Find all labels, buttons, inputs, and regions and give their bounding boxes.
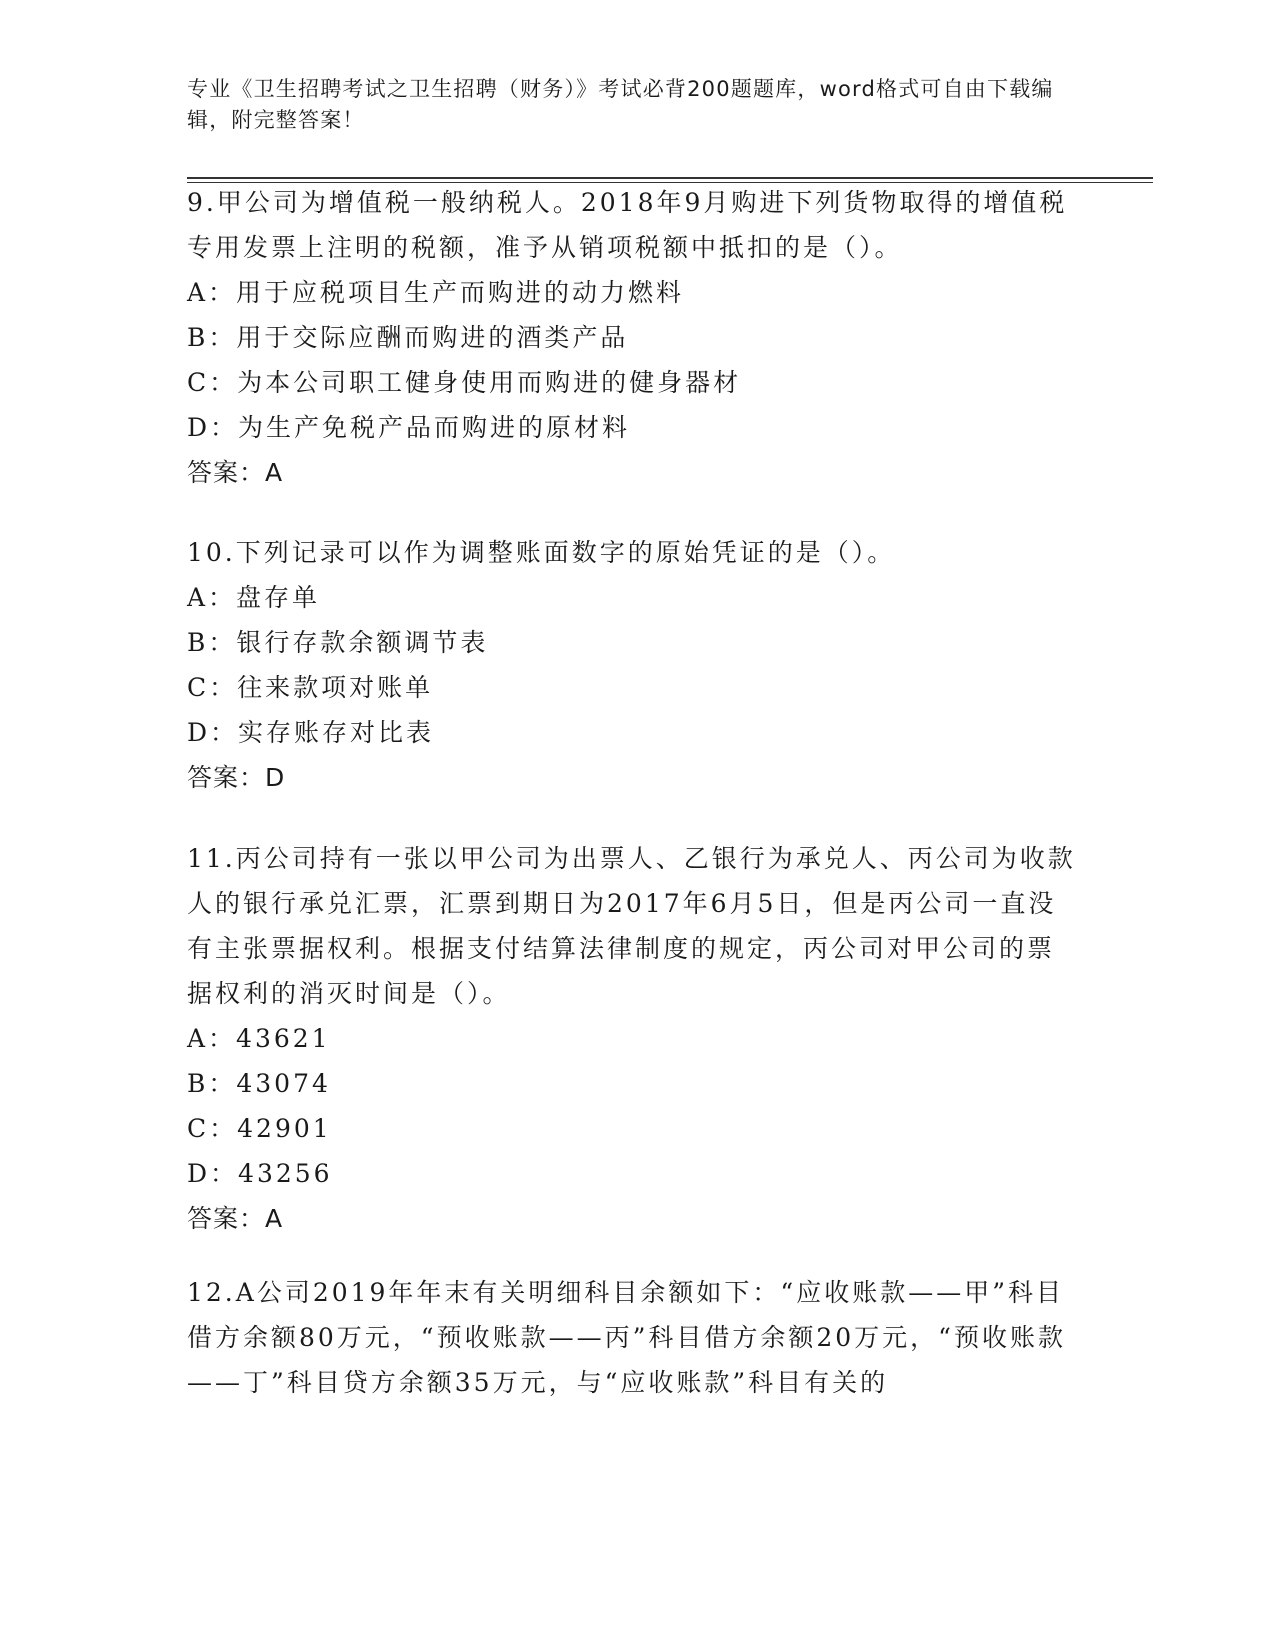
answer: 答案：A [187, 1204, 284, 1233]
question-stem: 9.甲公司为增值税一般纳税人。2018年9月购进下列货物取得的增值税专用发票上注明的税额，准予从销项税额中抵扣的是（）。 [187, 188, 1068, 262]
question-11 [187, 836, 1077, 1241]
answer: 答案：D [187, 763, 286, 792]
question-stem: 11.丙公司持有一张以甲公司为出票人、乙银行为承兑人、丙公司为收款人的银行承兑汇票，汇票到期日为2017年6月5日，但是丙公司一直没有主张票据权利。根据支付结算法律制度的规定，丙公司对甲公司的票据权利的消灭时间是（）。 [187, 844, 1076, 1008]
option-b: B：银行存款余额调节表 [187, 628, 489, 657]
option-a: A：盘存单 [187, 583, 321, 612]
header-rule-thick [187, 177, 1153, 179]
question-9 [187, 180, 1077, 495]
question-12 [187, 1270, 1077, 1405]
option-d: D：实存账存对比表 [187, 718, 435, 747]
option-c: C：为本公司职工健身使用而购进的健身器材 [187, 368, 742, 397]
answer: 答案：A [187, 458, 284, 487]
option-c: C：42901 [187, 1114, 332, 1143]
question-stem: 10.下列记录可以作为调整账面数字的原始凭证的是（）。 [187, 538, 896, 567]
document-header: 专业《卫生招聘考试之卫生招聘（财务）》考试必背200题题库，word格式可自由下载编辑，附完整答案！ [187, 77, 1054, 132]
option-a: A：43621 [187, 1024, 331, 1053]
option-c: C：往来款项对账单 [187, 673, 434, 702]
option-b: B：43074 [187, 1069, 331, 1098]
option-b: B：用于交际应酬而购进的酒类产品 [187, 323, 629, 352]
option-d: D：43256 [187, 1159, 333, 1188]
option-a: A：用于应税项目生产而购进的动力燃料 [187, 278, 685, 307]
question-10 [187, 530, 1077, 800]
option-d: D：为生产免税产品而购进的原材料 [187, 413, 631, 442]
question-stem: 12.A公司2019年年末有关明细科目余额如下：“应收账款——甲”科目借方余额80万元，“预收账款——丙”科目借方余额20万元，“预收账款——丁”科目贷方余额35万元，与“应收账款”科目有关的 [187, 1278, 1066, 1397]
